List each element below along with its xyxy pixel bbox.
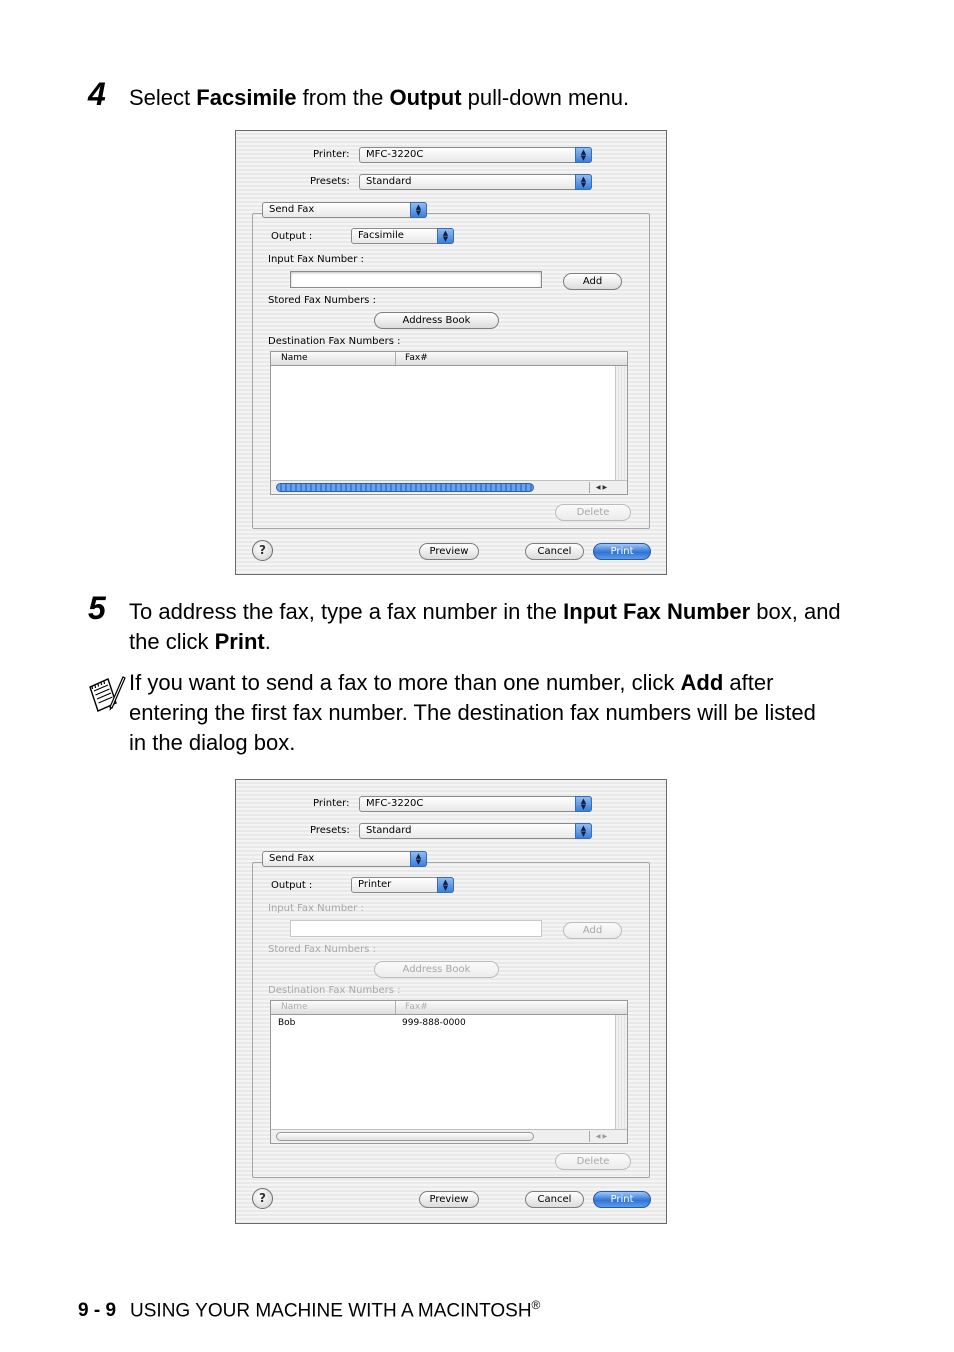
output-popup[interactable] xyxy=(351,877,454,893)
vertical-scrollbar[interactable] xyxy=(615,1015,627,1129)
stored-fax-numbers-label: Stored Fax Numbers : xyxy=(268,295,376,306)
row-fax: 999-888-0000 xyxy=(402,1018,466,1028)
chapter-title: USING YOUR MACHINE WITH A MACINTOSH xyxy=(130,1300,532,1322)
vertical-scrollbar[interactable] xyxy=(615,366,627,480)
output-value: Printer xyxy=(358,879,392,890)
add-button[interactable]: Add xyxy=(563,273,622,290)
step-number: 5 xyxy=(88,590,106,626)
destination-table[interactable] xyxy=(270,1000,628,1144)
column-divider xyxy=(395,352,396,365)
presets-label: Presets: xyxy=(310,825,350,836)
address-book-button[interactable]: Address Book xyxy=(374,312,499,329)
input-fax-number-label: Input Fax Number : xyxy=(268,903,364,914)
step-instruction: To address the fax, type a fax number in the Input Fax Number box, and the click Print. xyxy=(129,599,841,654)
destination-table[interactable] xyxy=(270,351,628,495)
page-number: 9 - 9 xyxy=(78,1300,117,1322)
registered-mark: ® xyxy=(531,1298,541,1312)
column-header-name[interactable]: Name xyxy=(281,1002,308,1012)
output-label: Output : xyxy=(271,880,313,891)
preview-button[interactable]: Preview xyxy=(419,543,479,560)
presets-popup[interactable] xyxy=(359,823,592,839)
popup-arrows-icon: ▲ ▼ xyxy=(575,147,592,163)
pane-value: Send Fax xyxy=(269,853,315,864)
table-row[interactable] xyxy=(271,1018,616,1031)
printer-value: MFC-3220C xyxy=(366,798,424,809)
popup-arrows-icon: ▲ ▼ xyxy=(410,202,427,218)
table-header xyxy=(271,1001,627,1015)
popup-arrows-icon: ▲ ▼ xyxy=(410,851,427,867)
print-dialog-facsimile xyxy=(235,130,667,575)
popup-arrows-icon: ▲ ▼ xyxy=(575,823,592,839)
delete-button[interactable]: Delete xyxy=(555,504,631,521)
pane-value: Send Fax xyxy=(269,204,315,215)
presets-label: Presets: xyxy=(310,176,350,187)
presets-popup[interactable] xyxy=(359,174,592,190)
output-value: Facsimile xyxy=(358,230,404,241)
output-popup[interactable] xyxy=(351,228,454,244)
popup-arrows-icon: ▲ ▼ xyxy=(575,796,592,812)
scroll-arrows-icon[interactable]: ◀ ▶ xyxy=(589,482,613,493)
printer-label: Printer: xyxy=(313,798,350,809)
popup-arrows-icon: ▲ ▼ xyxy=(437,877,454,893)
column-header-fax[interactable]: Fax# xyxy=(405,353,428,363)
destination-fax-numbers-label: Destination Fax Numbers : xyxy=(268,985,401,996)
horizontal-scrollbar[interactable] xyxy=(271,1129,627,1143)
destination-fax-numbers-label: Destination Fax Numbers : xyxy=(268,336,401,347)
scroll-arrows-icon[interactable]: ◀ ▶ xyxy=(589,1131,613,1142)
column-header-fax[interactable]: Fax# xyxy=(405,1002,428,1012)
column-divider xyxy=(395,1001,396,1014)
table-header xyxy=(271,352,627,366)
input-fax-number-field[interactable] xyxy=(290,920,542,937)
print-dialog-printer xyxy=(235,779,667,1224)
print-button[interactable]: Print xyxy=(593,543,651,560)
cancel-button[interactable]: Cancel xyxy=(525,543,584,560)
cancel-button[interactable]: Cancel xyxy=(525,1191,584,1208)
input-fax-number-label: Input Fax Number : xyxy=(268,254,364,265)
popup-arrows-icon: ▲ ▼ xyxy=(575,174,592,190)
column-header-name[interactable]: Name xyxy=(281,353,308,363)
output-label: Output : xyxy=(271,231,313,242)
delete-button[interactable]: Delete xyxy=(555,1153,631,1170)
horizontal-scrollbar[interactable] xyxy=(271,480,627,494)
printer-popup[interactable] xyxy=(359,796,592,812)
address-book-button[interactable]: Address Book xyxy=(374,961,499,978)
print-button[interactable]: Print xyxy=(593,1191,651,1208)
printer-label: Printer: xyxy=(313,149,350,160)
pane-popup[interactable] xyxy=(262,851,427,867)
note-text: If you want to send a fax to more than one number, click Add after entering the first fax number. The destination fax numbers will be listed in the dialog box. xyxy=(129,670,816,755)
add-button[interactable]: Add xyxy=(563,922,622,939)
popup-arrows-icon: ▲ ▼ xyxy=(437,228,454,244)
scroll-thumb[interactable] xyxy=(276,483,534,492)
step-instruction: Select Facsimile from the Output pull-down menu. xyxy=(129,85,630,110)
scroll-thumb[interactable] xyxy=(276,1132,534,1141)
preview-button[interactable]: Preview xyxy=(419,1191,479,1208)
page-footer xyxy=(78,1298,540,1322)
stored-fax-numbers-label: Stored Fax Numbers : xyxy=(268,944,376,955)
help-button[interactable]: ? xyxy=(252,1188,273,1209)
printer-value: MFC-3220C xyxy=(366,149,424,160)
pane-popup[interactable] xyxy=(262,202,427,218)
printer-popup[interactable] xyxy=(359,147,592,163)
step-number: 4 xyxy=(88,76,106,112)
row-name: Bob xyxy=(278,1018,296,1028)
help-button[interactable]: ? xyxy=(252,540,273,561)
presets-value: Standard xyxy=(366,176,412,187)
input-fax-number-field[interactable] xyxy=(290,271,542,288)
presets-value: Standard xyxy=(366,825,412,836)
note-pencil-icon xyxy=(86,673,126,715)
